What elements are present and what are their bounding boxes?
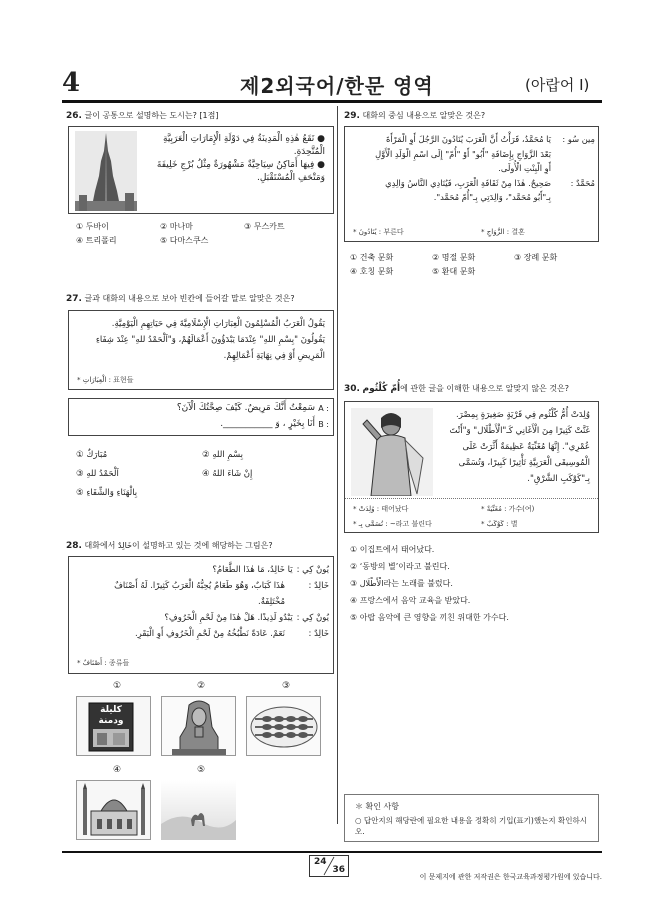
q27-options	[76, 446, 336, 503]
q27-option-2[interactable]: ② بِسْمِ اللهِ	[202, 450, 243, 460]
q30-gloss-3: * تُسَمَّى بِـ : ~라고 불린다	[353, 520, 432, 528]
q29-line2b: بِـ"أَبُو مُحَمَّد"، وَالِدَتِي بِـ"أُمّ مُحَمَّد".	[433, 192, 551, 202]
q26-text: 글이 공통으로 설명하는 도시는? [1점]	[84, 111, 219, 120]
q28-line4	[75, 626, 329, 642]
q30-name-arabic: أُمّ كُلْثُوم	[362, 384, 401, 394]
q26-line1b: الْمُتَّحِدَةِ.	[293, 147, 325, 157]
q29-title	[344, 110, 604, 122]
q29-dialogue	[350, 132, 595, 205]
q27-passage-box	[68, 310, 334, 390]
kebab-icon	[247, 697, 321, 756]
q29-dialogue-box	[344, 126, 599, 242]
q26-options	[76, 220, 336, 248]
q29-option-1[interactable]: ① 건축 문화	[350, 253, 394, 262]
q28-kebab-image[interactable]	[246, 696, 321, 756]
q30-line1: وُلِدَتْ أُمُّ كُلْثُوم فِي قَرْيَةٍ صَغِيرَةٍ بِمِصْرَ.	[456, 410, 590, 420]
q30-option-3[interactable]: ③ الْأَطْلَال라는 노래를 불렀다.	[350, 579, 453, 588]
q29-text: 대화의 중심 내용으로 알맞은 것은?	[362, 111, 486, 120]
q26-option-3[interactable]: ③ 무스카트	[244, 222, 285, 231]
notice-text: ○ 답안지의 해당란에 필요한 내용을 정확히 기입(표기)했는지 확인하시오.	[355, 816, 587, 836]
q29-option-3[interactable]: ③ 장례 문화	[514, 253, 558, 262]
q29-option-4[interactable]: ④ 호칭 문화	[350, 267, 394, 276]
q26-passage	[143, 133, 325, 185]
q28-mosque-image[interactable]	[76, 780, 151, 840]
q28-line3	[75, 610, 329, 626]
q28-line4-text: نَعَمْ. عَادَةً نَطْبُخُهُ مِنْ لَحْمِ الْخَرُوفِ أَوِ الْبَقَرِ.	[134, 629, 285, 639]
q28-mark-5[interactable]: ⑤	[197, 765, 206, 775]
q30-line2: غَنَّتْ كَثِيرًا مِنَ الْأَغَانِي كَـ"الْأَطْلَال" وَ"أَنْتَ	[449, 426, 590, 436]
q30-text: 에 관한 글을 이해한 내용으로 알맞지 않은 것은?	[400, 384, 570, 393]
q26-line1: ● تَقَعُ هٰذِهِ الْمَدِينَةُ فِي دَوْلَةِ الْإِمَارَاتِ الْعَرَبِيَّةِ	[163, 134, 325, 144]
q28-line3-text: يَبْدُو لَذِيذًا. هَلْ هٰذَا مِنْ لَحْمِ الْخَرُوفِ؟	[164, 613, 293, 623]
q29-speaker2: مُحَمَّدٌ :	[570, 177, 595, 188]
q29-option-2[interactable]: ② 명절 문화	[432, 253, 476, 262]
notice-box	[344, 794, 599, 842]
desert-camel-icon	[161, 780, 236, 840]
q28-dialogue	[75, 562, 329, 642]
q29-line1c: أَوِ الْبِنْتِ الْأُولَى.	[498, 163, 551, 173]
copyright-notice: 이 문제지에 관한 저작권은 한국교육과정평가원에 있습니다.	[419, 873, 602, 881]
q27-title	[66, 293, 332, 305]
q29-options	[350, 251, 600, 279]
page-number: 4	[62, 68, 81, 98]
q26-option-1[interactable]: ① 두바이	[76, 222, 109, 231]
q26-title	[66, 110, 332, 122]
q28-number: 28.	[66, 541, 82, 551]
q27-passage-line3: الْمَرِيضِ أَوْ فِي نِهَايَةِ أَعْمَالِهِمْ.	[223, 351, 325, 361]
q27-text: 글과 대화의 내용으로 보아 빈칸에 들어갈 말로 알맞은 것은?	[84, 294, 295, 303]
q30-option-2[interactable]: ② ‘동방의 별’이라고 불린다.	[350, 562, 450, 571]
q27-line-a	[75, 403, 329, 417]
q28-title	[66, 540, 332, 552]
q28-speaker2: خَالِدٌ :	[308, 581, 329, 591]
page-title: 제2외국어/한문 영역	[240, 74, 434, 98]
q27-b-label: B :	[318, 420, 329, 429]
q26-line1-text: تَقَعُ هٰذِهِ الْمَدِينَةُ فِي دَوْلَةِ الْإِمَارَاتِ الْعَرَبِيَّةِ	[163, 134, 315, 144]
q28-line1	[75, 562, 329, 578]
book-title: كليلة ودمنة	[98, 705, 124, 726]
q26-box	[68, 126, 334, 214]
q27-passage	[75, 316, 325, 364]
footer-rule	[62, 851, 602, 853]
q27-option-1[interactable]: ① مُبَارَكٌ	[76, 450, 108, 460]
q30-passage-box	[344, 401, 599, 533]
q28-mark-4[interactable]: ④	[113, 765, 122, 775]
q28-dialogue-box	[68, 556, 334, 674]
q28-mark-1[interactable]: ①	[113, 681, 122, 691]
q30-number: 30.	[344, 384, 360, 394]
q30-line4: الْمُوسِيقَى الْعَرَبِيَّةِ تَأْثِيرًا كَبِيرًا، وَتُسَمَّى	[458, 458, 590, 468]
q30-gloss-4: * كَوْكَبٌ : 별	[481, 520, 518, 528]
q27-option-5[interactable]: ⑤ بِالْهَنَاءِ وَالشِّفَاءِ	[76, 488, 138, 498]
q28-line2-text: هٰذَا كَبَابٌ، وَهُوَ طَعَامٌ يُحِبُّهُ الْعَرَبُ كَثِيرًا. لَهُ أَصْنَافٌ	[114, 581, 285, 591]
q26-number: 26.	[66, 111, 82, 121]
q28-speaker4: خَالِدٌ :	[308, 629, 329, 639]
q29-line2-text: صَحِيحٌ. هٰذَا مِنْ ثَقَافَةِ الْعَرَبِ، فَيُنَادِي النَّاسُ وَالِدِي	[385, 177, 551, 188]
q28-desert-image[interactable]	[161, 780, 236, 840]
q28-line1-text: يَا خَالِدُ، مَا هٰذَا الطَّعَامُ؟	[212, 565, 293, 575]
q30-options	[350, 541, 600, 626]
q30-option-4[interactable]: ④ 프랑스에서 음악 교육을 받았다.	[350, 596, 471, 605]
q29-option-5[interactable]: ⑤ 환대 문화	[432, 267, 476, 276]
q26-option-4[interactable]: ④ 트리폴리	[76, 236, 117, 245]
header-rule	[62, 100, 602, 103]
q28-mark-2[interactable]: ②	[197, 681, 206, 691]
q26-line2-text: فِيهَا أَمَاكِنُ سِيَاحِيَّةٌ مَشْهُورَةٌ مِثْلُ بُرْجِ خَلِيفَةَ	[156, 160, 315, 170]
q27-option-3[interactable]: ③ اَلْحَمْدُ للهِ	[76, 469, 119, 479]
q27-line-b	[75, 419, 329, 433]
q28-gloss: * أَصْنَافٌ : 종류들	[77, 659, 130, 667]
q30-option-5[interactable]: ⑤ 아랍 음악에 큰 영향을 끼친 위대한 가수다.	[350, 613, 509, 622]
q27-option-4[interactable]: ④ إِنْ شَاءَ اللهُ	[202, 469, 253, 479]
q30-line3: عُمْرِي". إِنَّهَا مُغَنِّيَةٌ عَظِيمَةٌ أَثَّرَتْ عَلَى	[462, 442, 590, 452]
q26-option-2[interactable]: ② 마나마	[160, 222, 193, 231]
q28-speaker1: يُونْ كِي :	[296, 565, 329, 575]
q28-mark-3[interactable]: ③	[282, 681, 291, 691]
q27-b-text: أَنَا بِخَيْرٍ ، وَ ___________.	[220, 419, 315, 429]
q29-line2	[350, 176, 595, 191]
q29-line1	[350, 132, 595, 147]
q27-a-text: سَمِعْتُ أَنَّكَ مَرِيضٌ. كَيْفَ صِحَّتُكَ الْآنَ؟	[176, 403, 315, 413]
q28-speaker3: يُونْ كِي :	[296, 613, 329, 623]
q28-line2	[75, 578, 329, 594]
page-subtitle: (아랍어 Ⅰ)	[525, 76, 590, 94]
page-current: 24	[314, 857, 327, 867]
notice-title: ＊ 확인 사항	[355, 802, 399, 811]
q30-gloss-1: * وُلِدَتْ : 태어났다	[353, 505, 409, 513]
q29-line1-text: يَا مُحَمَّدُ، قَرَأْتُ أَنَّ الْعَرَبَ يُنَادُونَ الرَّجُلَ أَوِ الْمَرْأَةَ	[386, 134, 551, 144]
q27-a-label: A :	[318, 404, 329, 413]
q30-passage	[430, 407, 590, 487]
column-divider	[337, 106, 338, 824]
burj-khalifa-image	[75, 131, 137, 211]
q29-number: 29.	[344, 111, 360, 121]
q29-speaker1: مِين سُو :	[562, 134, 595, 144]
q27-dialogue-box	[68, 398, 334, 436]
q26-option-5[interactable]: ⑤ 다마스쿠스	[160, 236, 209, 245]
q30-gloss-2: * مُغَنِّيَةٌ : 가수(여)	[481, 505, 535, 513]
q27-passage-line2: يَقُولُونَ "بِسْمِ اللهِ" عِنْدَمَا يَبْدَؤُونَ أَعْمَالَهُمْ، وَ"اَلْحَمْدُ للهِ" عِنْدَ شِفَاءِ	[95, 335, 325, 345]
q28-book-image[interactable]	[76, 696, 151, 756]
q28-line2b: مُخْتَلِفَةٌ.	[258, 597, 285, 607]
q27-passage-line1: يَقُولُ الْعَرَبُ الْمُسْلِمُونَ الْعِبَارَاتِ الْإِسْلَامِيَّةَ فِي حَيَاتِهِمِ الْيَوْمِيَّةِ.	[111, 319, 325, 329]
mosque-icon	[77, 781, 151, 840]
q30-title	[344, 383, 604, 395]
page-total: 36	[332, 865, 345, 875]
q30-gloss-divider	[345, 498, 598, 499]
q26-line2b: وَمَتْحَفِ الْمُسْتَقْبَلِ.	[256, 173, 325, 183]
umm-kulthum-image	[351, 408, 433, 496]
q30-option-1[interactable]: ① 이집트에서 태어났다.	[350, 545, 435, 554]
q29-gloss-1: * يُنَادُونَ : 부른다	[353, 228, 404, 236]
q29-line1b: بَعْدَ الزَّوَاجِ بِإِضَافَةِ "أَبُو" أَوْ "أُمّ" إِلَى اسْمِ الْوَلَدِ الْأَوَّلِ	[375, 148, 551, 159]
q30-line5: بِـ"كَوْكَبِ الشَّرْقِ".	[527, 474, 590, 484]
q27-options-row1	[76, 446, 336, 465]
q28-text: 대화에서 خَالِدٌ이 설명하고 있는 것에 해당하는 그림은?	[84, 541, 273, 550]
page-counter	[309, 855, 349, 877]
q27-options-row2	[76, 465, 336, 484]
q29-gloss-2: * الزَّوَاجِ : 결혼	[481, 228, 525, 236]
q28-sphinx-image[interactable]	[161, 696, 236, 756]
q27-gloss: * الْعِبَارَاتِ : 표현들	[77, 376, 134, 384]
sphinx-icon	[162, 697, 236, 756]
q27-number: 27.	[66, 294, 82, 304]
q26-line2: ● فِيهَا أَمَاكِنُ سِيَاحِيَّةٌ مَشْهُورَةٌ مِثْلُ بُرْجِ خَلِيفَةَ	[156, 160, 325, 170]
